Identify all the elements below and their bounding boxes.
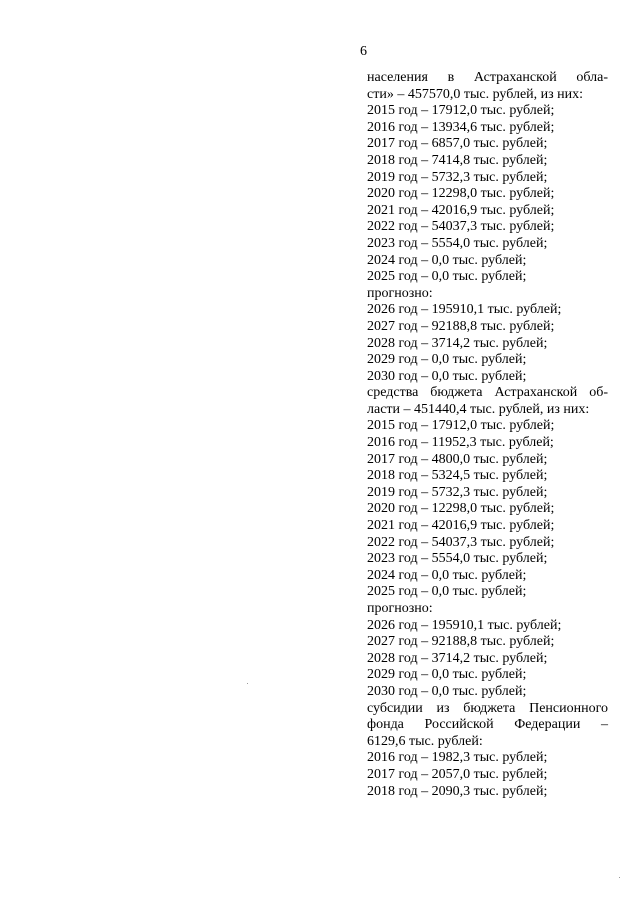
text-line: 2024 год – 0,0 тыс. рублей;: [367, 567, 527, 583]
text-line: 2025 год – 0,0 тыс. рублей;: [367, 269, 527, 285]
text-line: 2026 год – 195910,1 тыс. рублей;: [367, 302, 562, 318]
text-line: 2017 год – 2057,0 тыс. рублей;: [367, 766, 548, 782]
text-line: 2016 год – 11952,3 тыс. рублей;: [367, 435, 554, 451]
text-line: 2019 год – 5732,3 тыс. рублей;: [367, 484, 548, 500]
text-line: 2019 год – 5732,3 тыс. рублей;: [367, 169, 548, 185]
text-line: 2021 год – 42016,9 тыс. рублей;: [367, 202, 555, 218]
text-line: сти» – 457570,0 тыс. рублей, из них:: [367, 86, 584, 102]
text-line: 6129,6 тыс. рублей:: [367, 733, 483, 749]
text-line: 2018 год – 2090,3 тыс. рублей;: [367, 783, 548, 799]
text-line: 2028 год – 3714,2 тыс. рублей;: [367, 650, 548, 666]
text-line: 2029 год – 0,0 тыс. рублей;: [367, 352, 527, 368]
text-line: 2015 год – 17912,0 тыс. рублей;: [367, 418, 555, 434]
text-line: 2016 год – 13934,6 тыс. рублей;: [367, 119, 555, 135]
text-line: 2021 год – 42016,9 тыс. рублей;: [367, 518, 555, 534]
text-line: 2023 год – 5554,0 тыс. рублей;: [367, 551, 548, 567]
text-line: прогнозно:: [367, 285, 433, 301]
text-line: 2024 год – 0,0 тыс. рублей;: [367, 252, 527, 268]
text-line: 2020 год – 12298,0 тыс. рублей;: [367, 186, 555, 202]
text-line: 2023 год – 5554,0 тыс. рублей;: [367, 235, 548, 251]
text-line: 2022 год – 54037,3 тыс. рублей;: [367, 219, 555, 235]
text-line: 2027 год – 92188,8 тыс. рублей;: [367, 634, 555, 650]
text-line: 2020 год – 12298,0 тыс. рублей;: [367, 501, 555, 517]
text-line: 2029 год – 0,0 тыс. рублей;: [367, 667, 527, 683]
text-line: фонда Российской Федерации –: [367, 717, 608, 733]
scan-speck: [619, 877, 620, 878]
page-number: 6: [360, 44, 367, 59]
text-line: населения в Астраханской обла-: [367, 70, 608, 85]
text-line: 2017 год – 6857,0 тыс. рублей;: [367, 136, 548, 152]
text-line: 2028 год – 3714,2 тыс. рублей;: [367, 335, 548, 351]
text-line: 2026 год – 195910,1 тыс. рублей;: [367, 617, 562, 633]
text-line: 2017 год – 4800,0 тыс. рублей;: [367, 451, 548, 467]
text-column: [367, 70, 608, 800]
text-line: 2027 год – 92188,8 тыс. рублей;: [367, 318, 555, 334]
text-line: 2018 год – 5324,5 тыс. рублей;: [367, 468, 548, 484]
text-line: 2015 год – 17912,0 тыс. рублей;: [367, 103, 555, 119]
text-line: 2016 год – 1982,3 тыс. рублей;: [367, 750, 548, 766]
text-line: 2022 год – 54037,3 тыс. рублей;: [367, 534, 555, 550]
text-line: прогнозно:: [367, 601, 433, 616]
scan-speck: [247, 683, 248, 684]
text-line: 2030 год – 0,0 тыс. рублей;: [367, 683, 527, 699]
text-line: ласти – 451440,4 тыс. рублей, из них:: [367, 401, 590, 417]
text-line: 2030 год – 0,0 тыс. рублей;: [367, 368, 527, 384]
text-line: 2025 год – 0,0 тыс. рублей;: [367, 584, 527, 600]
text-line: субсидии из бюджета Пенсионного: [367, 700, 608, 716]
text-line: 2018 год – 7414,8 тыс. рублей;: [367, 152, 548, 168]
text-line: средства бюджета Астраханской об-: [367, 385, 608, 401]
